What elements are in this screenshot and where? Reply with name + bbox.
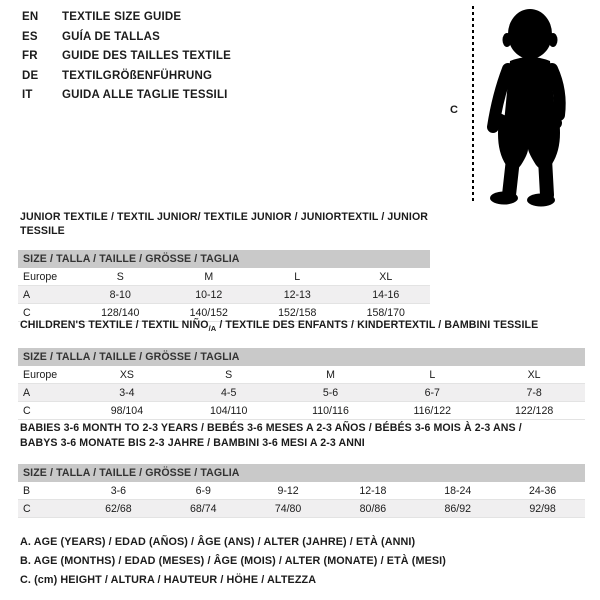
row-value: 3-6 — [110, 484, 127, 497]
language-label: TEXTILE SIZE GUIDE — [62, 11, 182, 23]
table-title: JUNIOR TEXTILE / TEXTIL JUNIOR/ TEXTILE JUNIOR / JUNIORTEXTIL / JUNIOR TESSILE — [20, 211, 429, 237]
table-row — [18, 402, 585, 420]
table-row — [18, 286, 430, 304]
row-value: 74/80 — [274, 502, 302, 515]
row-value: 8-10 — [109, 288, 131, 301]
language-row — [22, 47, 231, 67]
row-value: 7-8 — [526, 386, 542, 399]
row-label: A — [23, 288, 31, 301]
table-rows — [18, 268, 430, 322]
row-value: 68/74 — [189, 502, 217, 515]
language-code: EN — [22, 11, 39, 23]
footnote-c: C. (cm) HEIGHT / ALTURA / HAUTEUR / HÖHE / ALTEZZA — [20, 574, 317, 586]
row-value: XS — [119, 368, 134, 381]
babies-textile-table — [18, 421, 585, 518]
size-header-bar: SIZE / TALLA / TAILLE / GRÖSSE / TAGLIA — [18, 250, 430, 268]
language-code: IT — [22, 89, 33, 101]
table-row — [18, 482, 585, 500]
row-label: B — [23, 484, 31, 497]
legend-footnotes — [20, 533, 446, 590]
row-value: 62/68 — [105, 502, 132, 515]
language-list — [22, 8, 231, 106]
row-value: 86/92 — [444, 502, 471, 515]
footnote-b: B. AGE (MONTHS) / EDAD (MESES) / ÂGE (MOIS) / ALTER (MONATE) / ETÀ (MESI) — [20, 555, 446, 567]
row-value: 158/170 — [366, 306, 405, 319]
row-value: S — [225, 368, 233, 381]
table-rows — [18, 366, 585, 420]
row-value: M — [204, 270, 214, 283]
table-row — [18, 384, 585, 402]
row-value: 116/122 — [413, 404, 452, 417]
table-title: BABIES 3-6 MONTH TO 2-3 YEARS / BEBÉS 3-6 MESES A 2-3 AÑOS / BÉBÉS 3-6 MOIS À 2-3 ANS / BABYS 3-6 MONATE BIS 2-3 JAHRE / BAMBINI 3-6 MESI A 2-3 ANNI — [20, 422, 522, 449]
row-value: 4-5 — [221, 386, 237, 399]
language-code: DE — [22, 69, 39, 82]
baby-silhouette-icon — [482, 6, 586, 208]
row-value: 9-12 — [277, 484, 299, 497]
row-label: C — [23, 404, 31, 417]
row-label: C — [23, 502, 31, 515]
size-header-bar: SIZE / TALLA / TAILLE / GRÖSSE / TAGLIA — [18, 464, 585, 482]
row-value: 5-6 — [322, 386, 339, 399]
row-value: 80/86 — [359, 502, 387, 515]
size-header-bar: SIZE / TALLA / TAILLE / GRÖSSE / TAGLIA — [18, 348, 585, 366]
language-row — [22, 28, 231, 48]
row-value: L — [429, 368, 436, 381]
junior-textile-table — [18, 210, 430, 322]
children-textile-table — [18, 318, 585, 420]
row-value: 6-9 — [195, 484, 211, 497]
language-label: GUIDE DES TAILLES TEXTILE — [62, 50, 231, 62]
row-value: 104/110 — [209, 404, 248, 417]
language-row — [22, 86, 231, 106]
row-value: 152/158 — [278, 306, 317, 319]
row-label: Europe — [23, 368, 58, 381]
row-value: M — [326, 368, 335, 381]
row-label: A — [23, 386, 31, 399]
table-row — [18, 366, 585, 384]
row-value: 10-12 — [195, 288, 223, 301]
row-value: 92/98 — [529, 502, 556, 515]
row-value: 12-13 — [283, 288, 311, 301]
table-row — [18, 500, 585, 518]
row-value: 110/116 — [312, 404, 349, 417]
measure-label-c: C — [450, 104, 458, 116]
table-title: CHILDREN'S TEXTILE / TEXTIL $NIÑO_{/A}$ / TEXTILE DES ENFANTS / KINDERTEXTIL / BAMBINI TESSILE — [20, 319, 539, 334]
language-label: GUÍA DE TALLAS — [62, 30, 160, 43]
row-value: XL — [379, 270, 393, 283]
row-value: S — [116, 270, 124, 283]
row-value: 3-4 — [119, 386, 135, 399]
language-row — [22, 8, 231, 28]
row-value: 122/128 — [514, 404, 554, 417]
language-label: TEXTILGRÖßENFÜHRUNG — [62, 69, 213, 82]
row-label: C — [23, 306, 31, 319]
row-value: XL — [527, 368, 541, 381]
language-code: ES — [22, 30, 38, 43]
table-row — [18, 268, 430, 286]
row-value: 14-16 — [372, 288, 400, 301]
row-value: 140/152 — [189, 306, 228, 319]
row-value: 98/104 — [110, 404, 144, 417]
row-value: L — [294, 270, 301, 283]
height-measure-dotted-line — [472, 6, 474, 204]
language-row — [22, 67, 231, 87]
row-value: 18-24 — [444, 484, 472, 497]
row-value: 24-36 — [529, 484, 557, 497]
row-value: 6-7 — [424, 386, 440, 399]
row-label: Europe — [23, 270, 58, 283]
row-value: 128/140 — [101, 306, 140, 319]
footnote-a: A. AGE (YEARS) / EDAD (AÑOS) / ÂGE (ANS) / ALTER (JAHRE) / ETÀ (ANNI) — [20, 536, 416, 548]
language-label: GUIDA ALLE TAGLIE TESSILI — [62, 89, 228, 101]
baby-figure — [450, 4, 590, 210]
row-value: 12-18 — [359, 484, 387, 497]
table-rows — [18, 482, 585, 518]
language-code: FR — [22, 50, 38, 62]
